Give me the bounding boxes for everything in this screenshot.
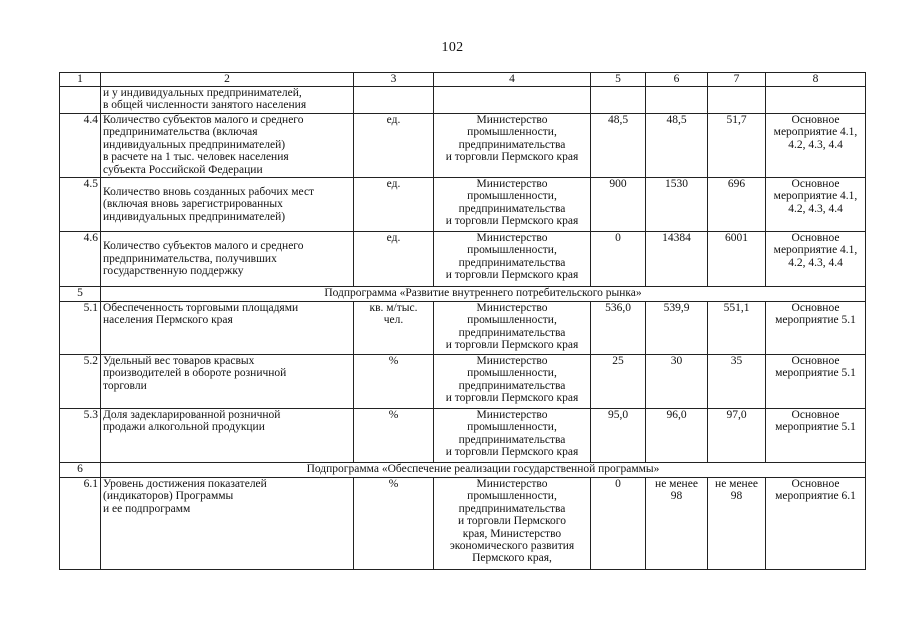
- cell-indicator-name: и у индивидуальных предпринимателей, в общей численности занятого населения: [101, 87, 354, 114]
- header-col-2: 2: [101, 73, 354, 87]
- cell-indicator-name: Обеспеченность торговыми площадями населения Пермского края: [101, 302, 354, 355]
- table-row: [60, 409, 866, 463]
- cell-value-5: 0: [591, 232, 646, 287]
- cell-value-7: 51,7: [708, 114, 766, 178]
- header-row: [60, 73, 866, 87]
- section-number: 6: [60, 463, 101, 478]
- cell-measure: Основное мероприятие 5.1: [766, 355, 866, 409]
- section-row: [60, 287, 866, 302]
- header-col-5: 5: [591, 73, 646, 87]
- cell-value-7: 696: [708, 178, 766, 232]
- cell-responsible: Министерство промышленности, предпринимательства и торговли Пермского края: [434, 409, 591, 463]
- cell-unit: %: [354, 478, 434, 570]
- cell-value-7: 35: [708, 355, 766, 409]
- cell-value-6: не менее 98: [646, 478, 708, 570]
- cell-num: 5.1: [60, 302, 101, 355]
- table-row: [60, 355, 866, 409]
- cell-indicator-name: Уровень достижения показателей (индикаторов) Программы и ее подпрограмм: [101, 478, 354, 570]
- cell-responsible: [434, 87, 591, 114]
- cell-value-6: 96,0: [646, 409, 708, 463]
- header-col-7: 7: [708, 73, 766, 87]
- header-col-4: 4: [434, 73, 591, 87]
- cell-value-5: 25: [591, 355, 646, 409]
- cell-value-5: 900: [591, 178, 646, 232]
- section-row: [60, 463, 866, 478]
- cell-measure: Основное мероприятие 4.1, 4.2, 4.3, 4.4: [766, 114, 866, 178]
- header-col-3: 3: [354, 73, 434, 87]
- cell-responsible: Министерство промышленности, предпринимательства и торговли Пермского края: [434, 178, 591, 232]
- header-col-8: 8: [766, 73, 866, 87]
- cell-num: 5.3: [60, 409, 101, 463]
- cell-unit: ед.: [354, 114, 434, 178]
- header-col-1: 1: [60, 73, 101, 87]
- cell-unit: ед.: [354, 178, 434, 232]
- cell-measure: Основное мероприятие 5.1: [766, 409, 866, 463]
- cell-indicator-name: Количество субъектов малого и среднего предпринимательства (включая индивидуальных предпринимателей) в расчете на 1 тыс. человек населения субъекта Российской Федерации: [101, 114, 354, 178]
- cell-value-7: 6001: [708, 232, 766, 287]
- cell-num: 4.4: [60, 114, 101, 178]
- section-number: 5: [60, 287, 101, 302]
- cell-unit: ед.: [354, 232, 434, 287]
- cell-value-6: 48,5: [646, 114, 708, 178]
- cell-value-5: [591, 87, 646, 114]
- cell-responsible: Министерство промышленности, предпринимательства и торговли Пермского края: [434, 355, 591, 409]
- cell-value-6: 1530: [646, 178, 708, 232]
- cell-indicator-name: Количество вновь созданных рабочих мест (включая вновь зарегистрированных индивидуальных предпринимателей): [101, 178, 354, 232]
- cell-value-6: [646, 87, 708, 114]
- cell-measure: [766, 87, 866, 114]
- indicators-table: [59, 72, 866, 570]
- cell-indicator-name: Доля задекларированной розничной продажи алкогольной продукции: [101, 409, 354, 463]
- cell-num: 6.1: [60, 478, 101, 570]
- cell-value-5: 95,0: [591, 409, 646, 463]
- cell-responsible: Министерство промышленности, предпринимательства и торговли Пермского края: [434, 302, 591, 355]
- cell-num: 4.5: [60, 178, 101, 232]
- cell-measure: Основное мероприятие 4.1, 4.2, 4.3, 4.4: [766, 178, 866, 232]
- cell-value-5: 536,0: [591, 302, 646, 355]
- section-title: Подпрограмма «Обеспечение реализации государственной программы»: [101, 463, 866, 478]
- cell-responsible: Министерство промышленности, предпринимательства и торговли Пермского края, Министерство экономического развития Пермского края,: [434, 478, 591, 570]
- table-row: [60, 478, 866, 570]
- cell-value-7: 97,0: [708, 409, 766, 463]
- header-col-6: 6: [646, 73, 708, 87]
- table-row: [60, 232, 866, 287]
- page-number: 102: [441, 40, 464, 55]
- cell-measure: Основное мероприятие 4.1, 4.2, 4.3, 4.4: [766, 232, 866, 287]
- table-row: [60, 302, 866, 355]
- cell-num: 5.2: [60, 355, 101, 409]
- cell-unit: %: [354, 409, 434, 463]
- cell-measure: Основное мероприятие 5.1: [766, 302, 866, 355]
- cell-responsible: Министерство промышленности, предпринимательства и торговли Пермского края: [434, 114, 591, 178]
- table-row: [60, 114, 866, 178]
- cell-value-5: 48,5: [591, 114, 646, 178]
- cell-indicator-name: Удельный вес товаров красвых производителей в обороте розничной торговли: [101, 355, 354, 409]
- continuation-row: [60, 87, 866, 114]
- cell-num: [60, 87, 101, 114]
- cell-unit: [354, 87, 434, 114]
- cell-responsible: Министерство промышленности, предпринимательства и торговли Пермского края: [434, 232, 591, 287]
- cell-value-7: [708, 87, 766, 114]
- cell-measure: Основное мероприятие 6.1: [766, 478, 866, 570]
- cell-value-7: 551,1: [708, 302, 766, 355]
- cell-indicator-name: Количество субъектов малого и среднего предпринимательства, получивших государственную поддержку: [101, 232, 354, 287]
- cell-value-7: не менее 98: [708, 478, 766, 570]
- cell-value-5: 0: [591, 478, 646, 570]
- table-row: [60, 178, 866, 232]
- cell-unit: %: [354, 355, 434, 409]
- section-title: Подпрограмма «Развитие внутреннего потребительского рынка»: [101, 287, 866, 302]
- cell-value-6: 30: [646, 355, 708, 409]
- cell-num: 4.6: [60, 232, 101, 287]
- cell-value-6: 539,9: [646, 302, 708, 355]
- cell-unit: кв. м/тыс. чел.: [354, 302, 434, 355]
- cell-value-6: 14384: [646, 232, 708, 287]
